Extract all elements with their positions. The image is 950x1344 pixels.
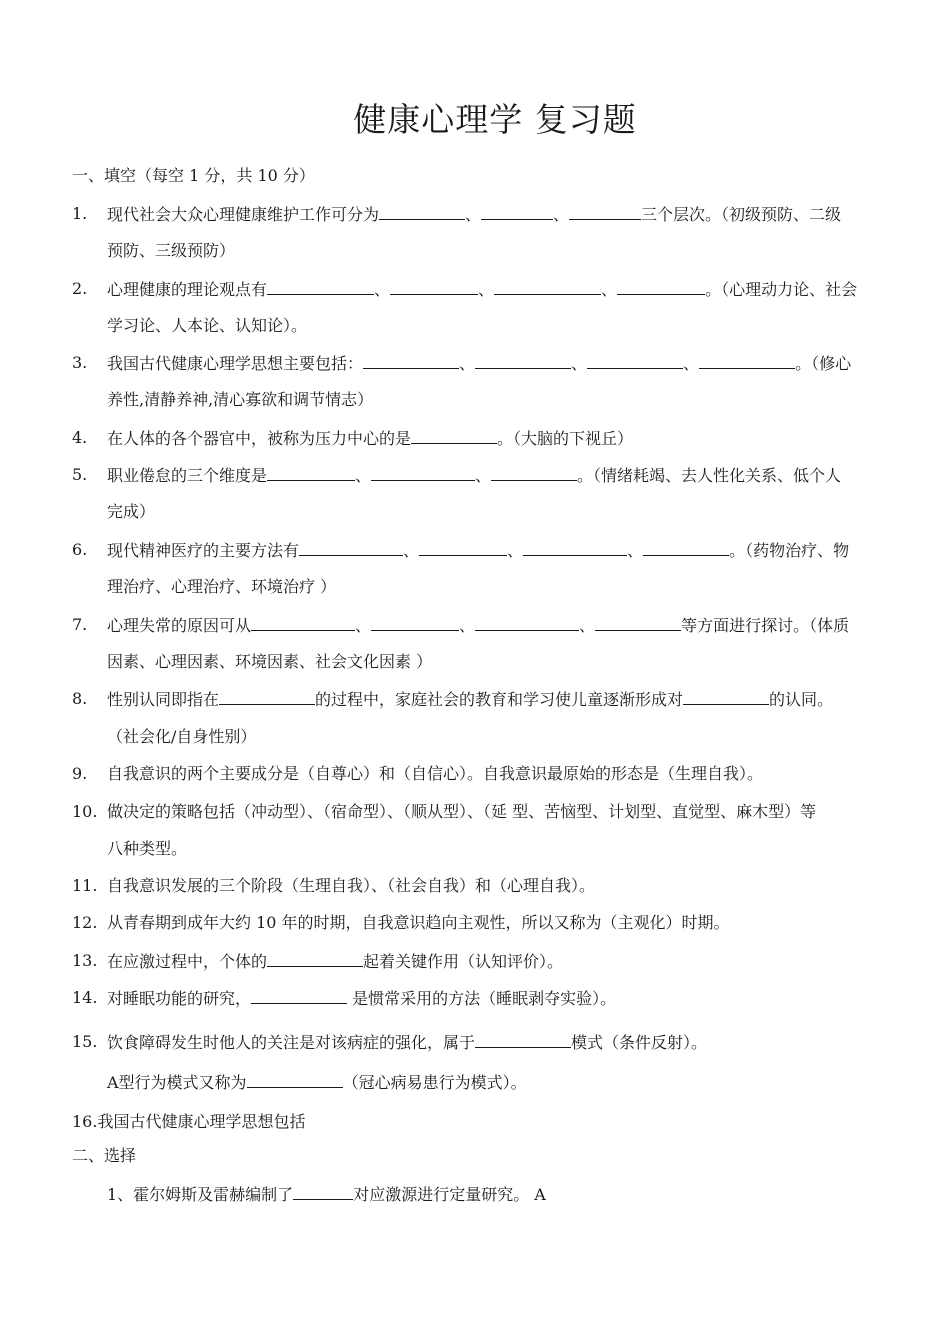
separator: 、 xyxy=(507,541,524,560)
question-number: 7. xyxy=(72,615,88,634)
question-text: 心理健康的理论观点有 xyxy=(107,280,268,299)
answer-blank xyxy=(293,1183,353,1200)
question-number: 3. xyxy=(72,353,88,372)
section-fill-in-heading: 一、填空（每空 1 分，共 10 分） xyxy=(72,166,315,185)
question-text: 现代精神医疗的主要方法有 xyxy=(107,541,300,560)
question-10-line-2: 八种类型。 xyxy=(107,839,188,858)
answer-blank xyxy=(643,539,729,556)
question-15-line-1 xyxy=(107,1031,707,1054)
question-1-line-2: 预防、三级预防） xyxy=(107,241,236,260)
question-text: 1、霍尔姆斯及雷赫编制了 xyxy=(107,1185,294,1204)
question-8-line-2: （社会化/自身性别） xyxy=(107,727,257,746)
answer-blank xyxy=(494,278,601,295)
question-text: 饮食障碍发生时他人的关注是对该病症的强化，属于 xyxy=(107,1033,476,1052)
answer-blank xyxy=(475,352,571,369)
answer-blank xyxy=(363,352,459,369)
separator: 、 xyxy=(403,541,420,560)
question-number: 9. xyxy=(72,764,88,783)
question-1-line-1 xyxy=(107,203,841,226)
answer-blank xyxy=(491,464,577,481)
answer-blank xyxy=(251,987,347,1004)
answer-blank xyxy=(475,1031,571,1048)
question-text: 模式（条件反射）。 xyxy=(571,1033,708,1052)
question-number: 14. xyxy=(72,988,98,1007)
question-7-line-1 xyxy=(107,614,849,637)
question-5-line-1 xyxy=(107,464,841,487)
question-3-line-2: 养性,清静养神,清心寡欲和调节情志） xyxy=(107,390,374,409)
question-11-line-1: 自我意识发展的三个阶段（生理自我）、（社会自我）和（心理自我）。 xyxy=(107,876,596,895)
question-text: 现代社会大众心理健康维护工作可分为 xyxy=(107,205,380,224)
answer-blank xyxy=(267,278,374,295)
question-text: 。（药物治疗、物 xyxy=(729,541,850,560)
question-text: 我国古代健康心理学思想主要包括： xyxy=(107,354,364,373)
separator: 、 xyxy=(478,280,495,299)
question-number: 5. xyxy=(72,465,88,484)
question-number: 11. xyxy=(72,876,98,895)
section-choice-heading: 二、选择 xyxy=(72,1146,137,1165)
question-number: 15. xyxy=(72,1032,98,1051)
question-text: 对睡眠功能的研究， xyxy=(107,989,252,1008)
question-2-line-2: 学习论、人本论、认知论）。 xyxy=(107,316,308,335)
page-title: 健康心理学 复习题 xyxy=(353,100,637,139)
question-text: 的认同。 xyxy=(769,690,834,709)
question-2-line-1 xyxy=(107,278,857,301)
separator: 、 xyxy=(475,466,492,485)
answer-blank xyxy=(267,464,355,481)
question-number: 12. xyxy=(72,913,98,932)
separator: 、 xyxy=(459,354,476,373)
answer-blank xyxy=(419,539,507,556)
question-10-line-1: 做决定的策略包括（冲动型）、（宿命型）、（顺从型）、（延 型、苦恼型、计划型、直觉型、麻木型）等 xyxy=(107,802,817,821)
separator: 、 xyxy=(355,466,372,485)
question-text: 等方面进行探讨。（体质 xyxy=(681,616,850,635)
question-15-line-2 xyxy=(107,1071,527,1094)
question-number: 8. xyxy=(72,689,88,708)
answer-blank xyxy=(371,614,459,631)
answer-blank xyxy=(251,614,355,631)
answer-blank xyxy=(569,203,641,220)
answer-blank xyxy=(523,539,627,556)
separator: 、 xyxy=(683,354,700,373)
answer-blank xyxy=(411,427,497,444)
answer-blank xyxy=(587,352,683,369)
separator: 、 xyxy=(571,354,588,373)
separator: 、 xyxy=(627,541,644,560)
separator: 、 xyxy=(459,616,476,635)
question-text: 对应激源进行定量研究。 A xyxy=(353,1185,546,1204)
question-text: 。（情绪耗竭、去人性化关系、低个人 xyxy=(577,466,842,485)
question-number: 13. xyxy=(72,951,98,970)
question-text: （冠心病易患行为模式）。 xyxy=(342,1073,527,1092)
separator: 、 xyxy=(374,280,391,299)
question-text: 。（大脑的下视丘） xyxy=(497,429,634,448)
answer-blank xyxy=(475,614,579,631)
choice-1-line-1 xyxy=(107,1183,546,1206)
question-text: 职业倦怠的三个维度是 xyxy=(107,466,268,485)
separator: 、 xyxy=(579,616,596,635)
question-8-line-1 xyxy=(107,688,833,711)
question-number: 2. xyxy=(72,279,88,298)
answer-blank xyxy=(247,1071,343,1088)
answer-blank xyxy=(299,539,403,556)
question-text: 的过程中，家庭社会的教育和学习使儿童逐渐形成对 xyxy=(315,690,684,709)
separator: 、 xyxy=(553,205,570,224)
question-6-line-1 xyxy=(107,539,849,562)
question-text: 在应激过程中，个体的 xyxy=(107,952,268,971)
answer-blank xyxy=(481,203,553,220)
question-text: 心理失常的原因可从 xyxy=(107,616,252,635)
answer-blank xyxy=(267,950,363,967)
question-number: 10. xyxy=(72,802,98,821)
question-9-line-1: 自我意识的两个主要成分是（自尊心）和（自信心）。自我意识最原始的形态是（生理自我）。 xyxy=(107,764,764,783)
question-text: 起着关键作用（认知评价）。 xyxy=(363,952,564,971)
question-13-line-1 xyxy=(107,950,563,973)
answer-blank xyxy=(595,614,681,631)
question-7-line-2: 因素、心理因素、环境因素、社会文化因素 ） xyxy=(107,652,433,671)
question-16-line-1: 16.我国古代健康心理学思想包括 xyxy=(72,1112,306,1131)
separator: 、 xyxy=(601,280,618,299)
answer-blank xyxy=(219,688,315,705)
answer-blank xyxy=(683,688,769,705)
question-3-line-1 xyxy=(107,352,851,375)
question-4-line-1 xyxy=(107,427,633,450)
question-number: 6. xyxy=(72,540,88,559)
question-text: 在人体的各个器官中，被称为压力中心的是 xyxy=(107,429,412,448)
question-6-line-2: 理治疗、心理治疗、环境治疗 ） xyxy=(107,577,337,596)
question-5-line-2: 完成） xyxy=(107,502,156,521)
answer-blank xyxy=(390,278,478,295)
answer-blank xyxy=(699,352,795,369)
question-text: A型行为模式又称为 xyxy=(107,1073,247,1092)
question-12-line-1: 从青春期到成年大约 10 年的时期，自我意识趋向主观性，所以又称为（主观化）时期。 xyxy=(107,913,730,932)
separator: 、 xyxy=(465,205,482,224)
question-number: 1. xyxy=(72,204,88,223)
question-text: 。（心理动力论、社会 xyxy=(705,280,858,299)
question-text: 。（修心 xyxy=(795,354,852,373)
question-number: 4. xyxy=(72,428,88,447)
separator: 、 xyxy=(355,616,372,635)
question-text: 是惯常采用的方法（睡眠剥夺实验）。 xyxy=(347,989,617,1008)
answer-blank xyxy=(617,278,705,295)
question-text: 性别认同即指在 xyxy=(107,690,220,709)
answer-blank xyxy=(379,203,465,220)
question-14-line-1 xyxy=(107,987,616,1010)
answer-blank xyxy=(371,464,475,481)
question-text: 三个层次。（初级预防、二级 xyxy=(641,205,842,224)
